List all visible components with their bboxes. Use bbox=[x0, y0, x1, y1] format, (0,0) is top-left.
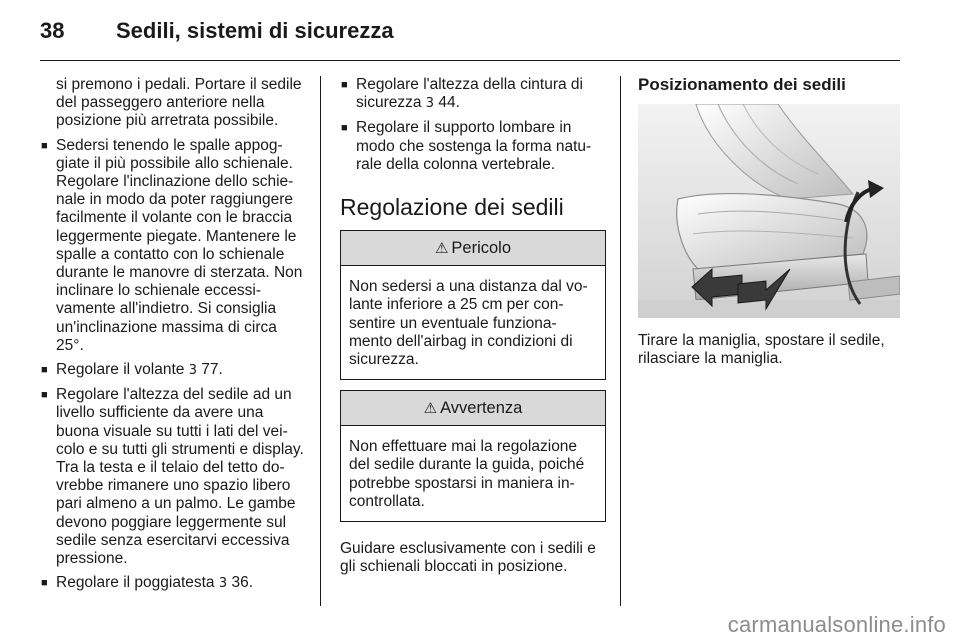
danger-label: Pericolo bbox=[451, 239, 512, 258]
section-title: Regolazione dei sedili bbox=[340, 194, 564, 221]
list-item bbox=[40, 361, 308, 380]
page-ref-link[interactable]: 36. bbox=[231, 574, 254, 592]
seat-adjustment-illustration bbox=[638, 104, 900, 318]
warning-icon: ⚠ bbox=[423, 399, 438, 418]
page-header bbox=[0, 0, 960, 62]
bullet-list bbox=[40, 137, 308, 594]
list-item-text: Regolare l'altezza del sedile ad un livello sufficiente da avere una buona visuale su tutti i lati del vei-colo e su tutti gli strumenti e display. Tra la testa e il telaio del tetto do-vrebbe rimanere uno spazio libero pari almeno a un palmo. Le gambe devono poggiare leggermente sul sedile senza esercitarvi eccessiva pressione. bbox=[56, 386, 304, 568]
list-item-text: Regolare il supporto lombare in modo che sostenga la forma natu-rale della colonna vertebrale. bbox=[356, 119, 592, 173]
column-2 bbox=[340, 76, 606, 576]
list-item bbox=[40, 574, 308, 593]
warning-label: Avvertenza bbox=[440, 399, 523, 418]
danger-box bbox=[340, 230, 606, 380]
list-item bbox=[40, 137, 308, 355]
page-ref-icon: 3 bbox=[188, 363, 197, 379]
page-ref-icon: 3 bbox=[218, 576, 228, 592]
list-item bbox=[40, 386, 308, 568]
seat-illustration-svg bbox=[638, 104, 900, 318]
column-1 bbox=[40, 76, 308, 593]
bullet-icon: ■ bbox=[41, 364, 48, 377]
bullet-icon: ■ bbox=[41, 577, 48, 590]
header-rule bbox=[40, 60, 900, 61]
bullet-icon: ■ bbox=[341, 122, 348, 135]
list-item-text: Regolare l'altezza della cintura di sicurezza bbox=[356, 76, 583, 112]
list-item bbox=[340, 119, 606, 174]
danger-header bbox=[341, 231, 605, 266]
list-item-text: Regolare il poggiatesta bbox=[56, 574, 219, 592]
page-ref-icon: 3 bbox=[425, 96, 435, 112]
illustration-caption: Tirare la maniglia, spostare il sedile, rilasciare la maniglia. bbox=[638, 332, 885, 368]
column-divider-1 bbox=[320, 76, 321, 606]
page-ref-link[interactable]: 77. bbox=[201, 361, 223, 379]
watermark: carmanualsonline.info bbox=[727, 612, 946, 637]
page-number: 38 bbox=[40, 18, 65, 43]
list-item bbox=[340, 76, 606, 113]
list-item-text: Sedersi tenendo le spalle appog-giate il più possibile allo schienale. Regolare l'inclinazione dello schie-nale in modo da poter raggiungere facilmente il volante con le braccia leggermente piegate. Mantenere le spalle a contatto con lo schienale durante le manovre di sterzata. Non inclinare lo schienale eccessi-vamente all'indietro. Si consiglia un'inclinazione massima di circa 25°. bbox=[56, 136, 303, 354]
warning-icon: ⚠ bbox=[434, 239, 449, 258]
warning-text: Non effettuare mai la regolazione del sedile durante la guida, poiché potrebbe spostarsi in maniera in-controllata. bbox=[349, 438, 585, 510]
danger-text: Non sedersi a una distanza dal vo-lante inferiore a 25 cm per con-sentire un eventuale funziona-mento dell'airbag in condizioni di sicurezza. bbox=[349, 278, 588, 369]
bullet-icon: ■ bbox=[341, 79, 348, 91]
warning-box bbox=[340, 390, 606, 522]
continued-paragraph: si premono i pedali. Portare il sedile del passeggero anteriore nella posizione più arretrata possibile. bbox=[56, 76, 302, 130]
page-ref-link[interactable]: 44. bbox=[438, 94, 460, 112]
warning-header bbox=[341, 391, 605, 426]
bullet-icon: ■ bbox=[41, 139, 48, 152]
list-item-text: Regolare il volante bbox=[56, 361, 189, 379]
page-title: Sedili, sistemi di sicurezza bbox=[116, 18, 394, 43]
subsection-title: Posizionamento dei sedili bbox=[638, 75, 846, 94]
column-3 bbox=[638, 76, 902, 369]
bullet-list bbox=[340, 76, 606, 174]
column-divider-2 bbox=[620, 76, 621, 606]
bullet-icon: ■ bbox=[41, 389, 48, 402]
closing-paragraph: Guidare esclusivamente con i sedili e gli schienali bloccati in posizione. bbox=[340, 540, 596, 576]
